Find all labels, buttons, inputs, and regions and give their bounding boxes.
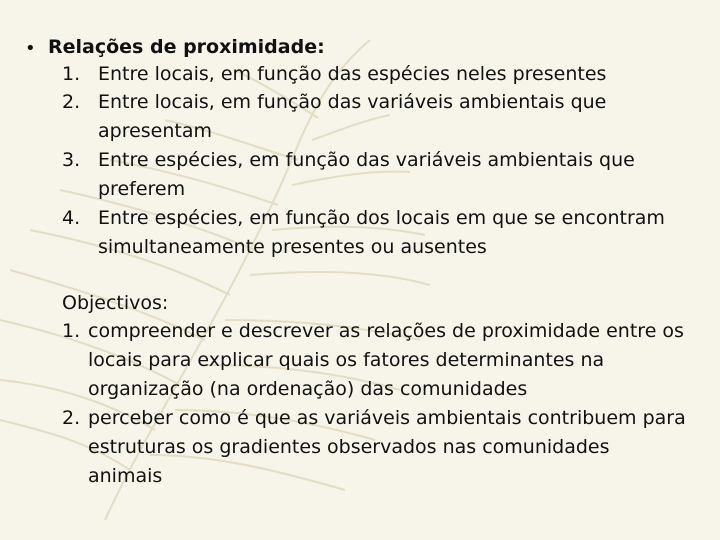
list-item-text: Entre espécies, em função dos locais em que se encontram xyxy=(98,207,665,229)
list-item-text: Entre locais, em função das variáveis ambientais que xyxy=(98,91,607,113)
objective-text: perceber como é que as variáveis ambientais contribuem para xyxy=(88,407,686,429)
list-item-number: 1. xyxy=(62,63,81,85)
list-item-text: Entre espécies, em função das variáveis ambientais que xyxy=(98,149,635,171)
list-item-text-continuation: apresentam xyxy=(98,120,213,142)
list-item-number: 2. xyxy=(62,91,81,113)
objective-text: compreender e descrever as relações de proximidade entre os xyxy=(88,320,684,342)
objective-number: 1. xyxy=(62,320,81,342)
objective-text-continuation: organização (na ordenação) das comunidades xyxy=(88,378,528,400)
objective-text-continuation: estruturas os gradientes observados nas comunidades xyxy=(88,436,610,458)
objective-number: 2. xyxy=(62,407,81,429)
objective-text-continuation: animais xyxy=(88,465,163,487)
list-item-text: Entre locais, em função das espécies neles presentes xyxy=(98,63,607,85)
bullet-icon: • xyxy=(25,38,36,59)
list-item-text-continuation: preferem xyxy=(98,178,186,200)
list-item-text-continuation: simultaneamente presentes ou ausentes xyxy=(98,236,487,258)
list-item-number: 3. xyxy=(62,149,81,171)
list-item-number: 4. xyxy=(62,207,81,229)
page-title: Relações de proximidade: xyxy=(48,36,325,58)
objectives-title: Objectivos: xyxy=(62,292,169,314)
objective-text-continuation: locais para explicar quais os fatores determinantes na xyxy=(88,349,605,371)
